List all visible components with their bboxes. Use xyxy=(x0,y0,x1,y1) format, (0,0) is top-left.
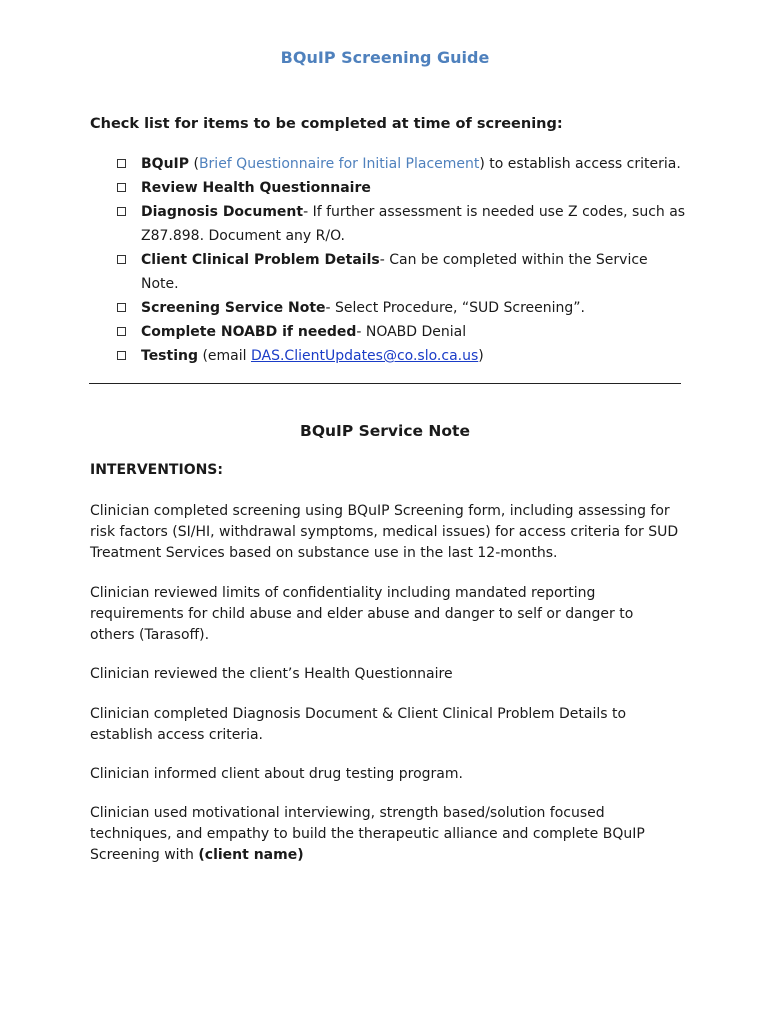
horizontal-divider xyxy=(89,383,681,384)
item-open-paren: ( xyxy=(189,156,199,172)
paragraph-drug-testing: Clinician informed client about drug testing program. xyxy=(90,766,463,782)
item-label: Screening Service Note xyxy=(141,300,326,316)
item-label: Complete NOABD if needed xyxy=(141,324,357,340)
checkbox-icon[interactable] xyxy=(117,207,126,216)
paragraph-diagnosis: Clinician completed Diagnosis Document & Client Clinical Problem Details to establish access criteria. xyxy=(90,706,627,743)
item-description: - NOABD Denial xyxy=(356,324,467,340)
item-highlight: Brief Questionnaire for Initial Placement xyxy=(198,156,480,172)
checklist-item-health-questionnaire xyxy=(117,176,687,200)
page-title: BQuIP Screening Guide xyxy=(280,48,490,67)
checklist-item-noabd xyxy=(117,320,687,344)
checklist-item-problem-details xyxy=(117,248,687,296)
item-label: BQuIP xyxy=(141,156,190,172)
item-label: Review Health Questionnaire xyxy=(141,180,371,196)
paragraph-text: Clinician used motivational interviewing, strength based/solution focused techniques, and empathy to build the therapeutic alliance and complete BQuIP Screening with xyxy=(90,805,645,863)
paragraph-health-questionnaire: Clinician reviewed the client’s Health Questionnaire xyxy=(90,666,453,682)
checkbox-icon[interactable] xyxy=(117,159,126,168)
item-description: - Can be completed within the Service Note. xyxy=(141,252,648,292)
checkbox-icon[interactable] xyxy=(117,183,126,192)
checklist xyxy=(117,152,687,368)
checkbox-icon[interactable] xyxy=(117,255,126,264)
item-description: ) to establish access criteria. xyxy=(479,156,681,172)
paragraph-confidentiality: Clinician reviewed limits of confidentiality including mandated reporting requirements for child abuse and elder abuse and danger to self or danger to others (Tarasoff). xyxy=(90,585,634,643)
email-link[interactable]: DAS.ClientUpdates@co.slo.ca.us xyxy=(250,348,479,364)
item-label: Testing xyxy=(141,348,198,364)
client-name-placeholder: (client name) xyxy=(198,847,304,863)
item-description: - If further assessment is needed use Z codes, such as Z87.898. Document any R/O. xyxy=(141,204,686,244)
paragraph-screening: Clinician completed screening using BQuIP Screening form, including assessing for risk factors (SI/HI, withdrawal symptoms, medical issues) for access criteria for SUD Treatment Services based on substance use in the last 12-months. xyxy=(90,503,679,561)
item-label: Client Clinical Problem Details xyxy=(141,252,380,268)
item-suffix: ) xyxy=(478,348,484,364)
checklist-item-bquip xyxy=(117,152,687,176)
checklist-item-testing xyxy=(117,344,687,368)
checklist-item-diagnosis-document xyxy=(117,200,687,248)
item-label: Diagnosis Document xyxy=(141,204,304,220)
item-prefix: (email xyxy=(198,348,251,364)
checkbox-icon[interactable] xyxy=(117,303,126,312)
checklist-item-service-note xyxy=(117,296,687,320)
paragraph-motivational xyxy=(90,803,680,866)
section-title: BQuIP Service Note xyxy=(300,422,470,440)
checkbox-icon[interactable] xyxy=(117,327,126,336)
checkbox-icon[interactable] xyxy=(117,351,126,360)
checklist-heading: Check list for items to be completed at time of screening: xyxy=(90,116,563,132)
interventions-heading: INTERVENTIONS: xyxy=(90,462,223,478)
item-description: - Select Procedure, “SUD Screening”. xyxy=(325,300,586,316)
